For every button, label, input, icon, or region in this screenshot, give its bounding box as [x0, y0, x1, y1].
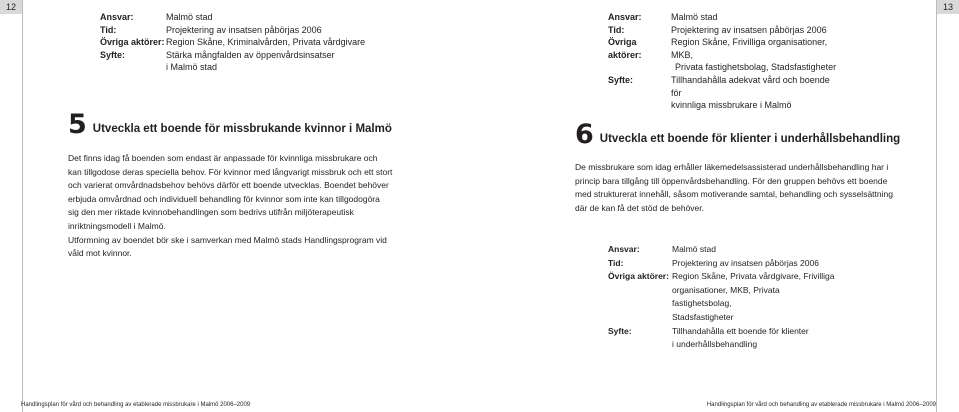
tid-label: Tid: — [100, 24, 117, 35]
ovriga-value: Region Skåne, Kriminalvården, Privata vårdgivare — [166, 37, 366, 48]
ovriga-label: Övriga aktörer: — [100, 37, 165, 48]
ansvar-label: Ansvar: — [608, 12, 642, 22]
tid-value: Projektering av insatsen påbörjas 2006 — [166, 24, 322, 35]
section-heading-5 — [68, 111, 392, 138]
ovriga-label: Övriga aktörer: — [608, 271, 669, 282]
syfte-value: Tillhandahålla adekvat vård och boende för — [671, 74, 830, 98]
page-number-left: 12 — [0, 0, 22, 14]
left-info-block — [100, 11, 400, 74]
paragraph: Det finns idag få boenden som endast är anpassade för kvinnliga missbrukare och kan tillgodose deras speciella behov. För kvinnor med långvarigt missbruk och ett stort och varierat omvårdnadsbehov behövs därför ett boende utvecklas. Boendet behöver erbjuda omvårdnad och individuell behandling för kvinnor som inte kan tillgodogöra sig den mer riktade kvinnobehandlingen som bedrivs utifrån miljöterapeutisk inriktningsmodell i Malmö. — [68, 153, 393, 231]
page-edge-right — [936, 0, 937, 412]
tid-label: Tid: — [608, 24, 625, 35]
right-info-block-bottom — [608, 243, 838, 352]
syfte-label: Syfte: — [608, 74, 634, 85]
syfte-label: Syfte: — [100, 49, 126, 60]
section-title: Utveckla ett boende för klienter i underhållsbehandling — [599, 133, 901, 145]
ovriga-value: Region Skåne, Privata vårdgivare, Frivilliga — [672, 271, 835, 282]
tid-value: Projektering av insatsen påbörjas 2006 — [671, 24, 827, 35]
ovriga-value-cont: Stadsfastigheter — [672, 311, 734, 322]
ovriga-value: Region Skåne, Frivilliga organisationer, MKB, — [671, 37, 828, 60]
syfte-value: Stärka mångfalden av öppenvårdsinsatser — [166, 49, 335, 60]
page-number-right: 13 — [937, 0, 959, 14]
ansvar-value: Malmö stad — [166, 12, 213, 22]
ansvar-label: Ansvar: — [100, 12, 134, 22]
ansvar-value: Malmö stad — [672, 244, 716, 254]
ovriga-label: Övriga aktörer: — [608, 37, 642, 60]
right-body-text — [575, 161, 895, 215]
tid-value: Projektering av insatsen påbörjas 2006 — [672, 257, 819, 268]
footer-right: Handlingsplan för vård och behandling av etablerade missbrukare i Malmö 2006–2009 — [706, 402, 936, 408]
paragraph: De missbrukare som idag erhåller läkemedelsassisterad underhållsbehandling har i princip bara tillgång till öppenvårdsbehandling. För den gruppen behövs ett boende med strukturerat innehåll, såsom motiverande samtal, behandling och sysselsättning där de kan få det stöd de behöver. — [575, 162, 893, 213]
paragraph: Utformning av boendet bör ske i samverkan med Malmö stads Handlingsprogram vid våld mot kvinnor. — [68, 234, 387, 259]
section-heading-6 — [575, 121, 900, 148]
ansvar-value: Malmö stad — [671, 12, 718, 22]
section-number: 5 — [68, 109, 87, 140]
footer-left: Handlingsplan för vård och behandling av etablerade missbrukare i Malmö 2006–2009 — [21, 402, 251, 408]
section-number: 6 — [575, 119, 594, 150]
syfte-value-cont: i Malmö stad — [166, 62, 218, 73]
syfte-value-cont: i underhållsbehandling — [672, 339, 758, 350]
section-title: Utveckla ett boende för missbrukande kvinnor i Malmö — [92, 123, 392, 135]
page-edge-left — [22, 0, 23, 412]
syfte-value: Tillhandahålla ett boende för klienter — [672, 325, 809, 336]
right-info-block-top — [608, 11, 838, 112]
ansvar-label: Ansvar: — [608, 244, 640, 254]
tid-label: Tid: — [608, 257, 624, 268]
left-body-text — [68, 152, 393, 261]
ovriga-value-cont: organisationer, MKB, Privata fastighetsbolag, — [672, 284, 780, 309]
ovriga-value-cont: Privata fastighetsbolag, Stadsfastigheter — [675, 62, 837, 73]
syfte-label: Syfte: — [608, 325, 632, 336]
syfte-value-cont: kvinnliga missbrukare i Malmö — [671, 100, 792, 111]
